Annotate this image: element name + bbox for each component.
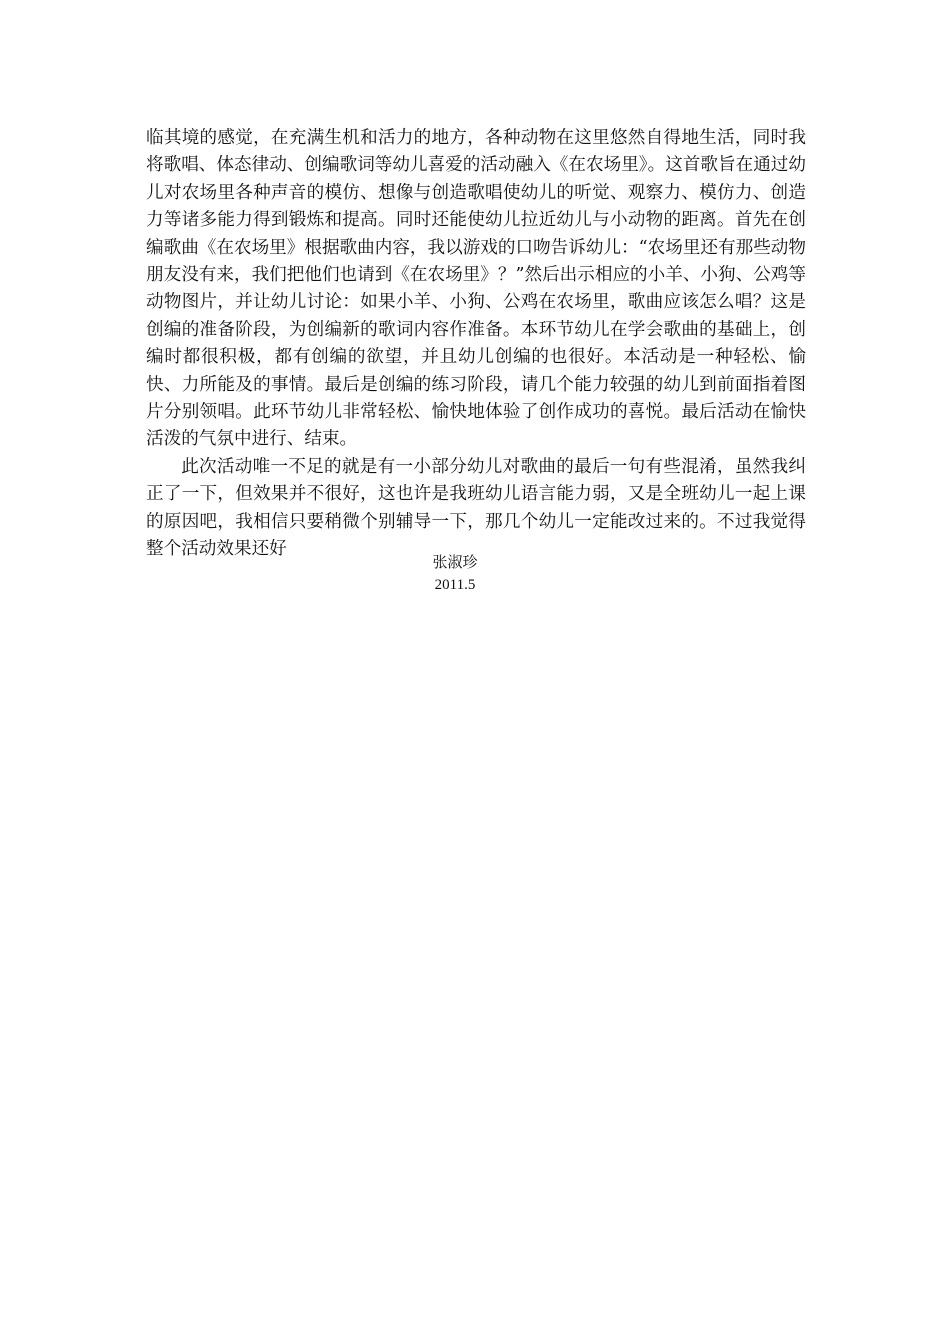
paragraph: 临其境的感觉，在充满生机和活力的地方，各种动物在这里悠然自得地生活，同时我将歌唱、体态律动、创编歌词等幼儿喜爱的活动融入《在农场里》。这首歌旨在通过幼儿对农场里各种声音的模仿、想像与创造歌唱使幼儿的听觉、观察力、模仿力、创造力等诸多能力得到锻炼和提高。同时还能使幼儿拉近幼儿与小动物的距离。首先在创编歌曲《在农场里》根据歌曲内容，我以游戏的口吻告诉幼儿：“农场里还有那些动物朋友没有来，我们把他们也请到《在农场里》？”然后出示相应的小羊、小狗、公鸡等动物图片，并让幼儿讨论：如果小羊、小狗、公鸡在农场里，歌曲应该怎么唱？这是创编的准备阶段，为创编新的歌词内容作准备。本环节幼儿在学会歌曲的基础上，创编时都很积极，都有创编的欲望，并且幼儿创编的也很好。本活动是一种轻松、愉快、力所能及的事情。最后是创编的练习阶段，请几个能力较强的幼儿到前面指着图片分别领唱。此环节幼儿非常轻松、愉快地体验了创作成功的喜悦。最后活动在愉快活泼的气氛中进行、结束。: [146, 128, 806, 450]
document-body: [146, 125, 806, 564]
document-date: 2011.5: [434, 577, 476, 593]
paragraph: 此次活动唯一不足的就是有一小部分幼儿对歌曲的最后一句有些混淆，虽然我纠正了一下，但效果并不很好，这也许是我班幼儿语言能力弱，又是全班幼儿一起上课的原因吧，我相信只要稍微个别辅导一下，那几个幼儿一定能改过来的。不过我觉得整个活动效果还好: [146, 456, 806, 560]
author-name: 张淑珍: [432, 555, 478, 571]
